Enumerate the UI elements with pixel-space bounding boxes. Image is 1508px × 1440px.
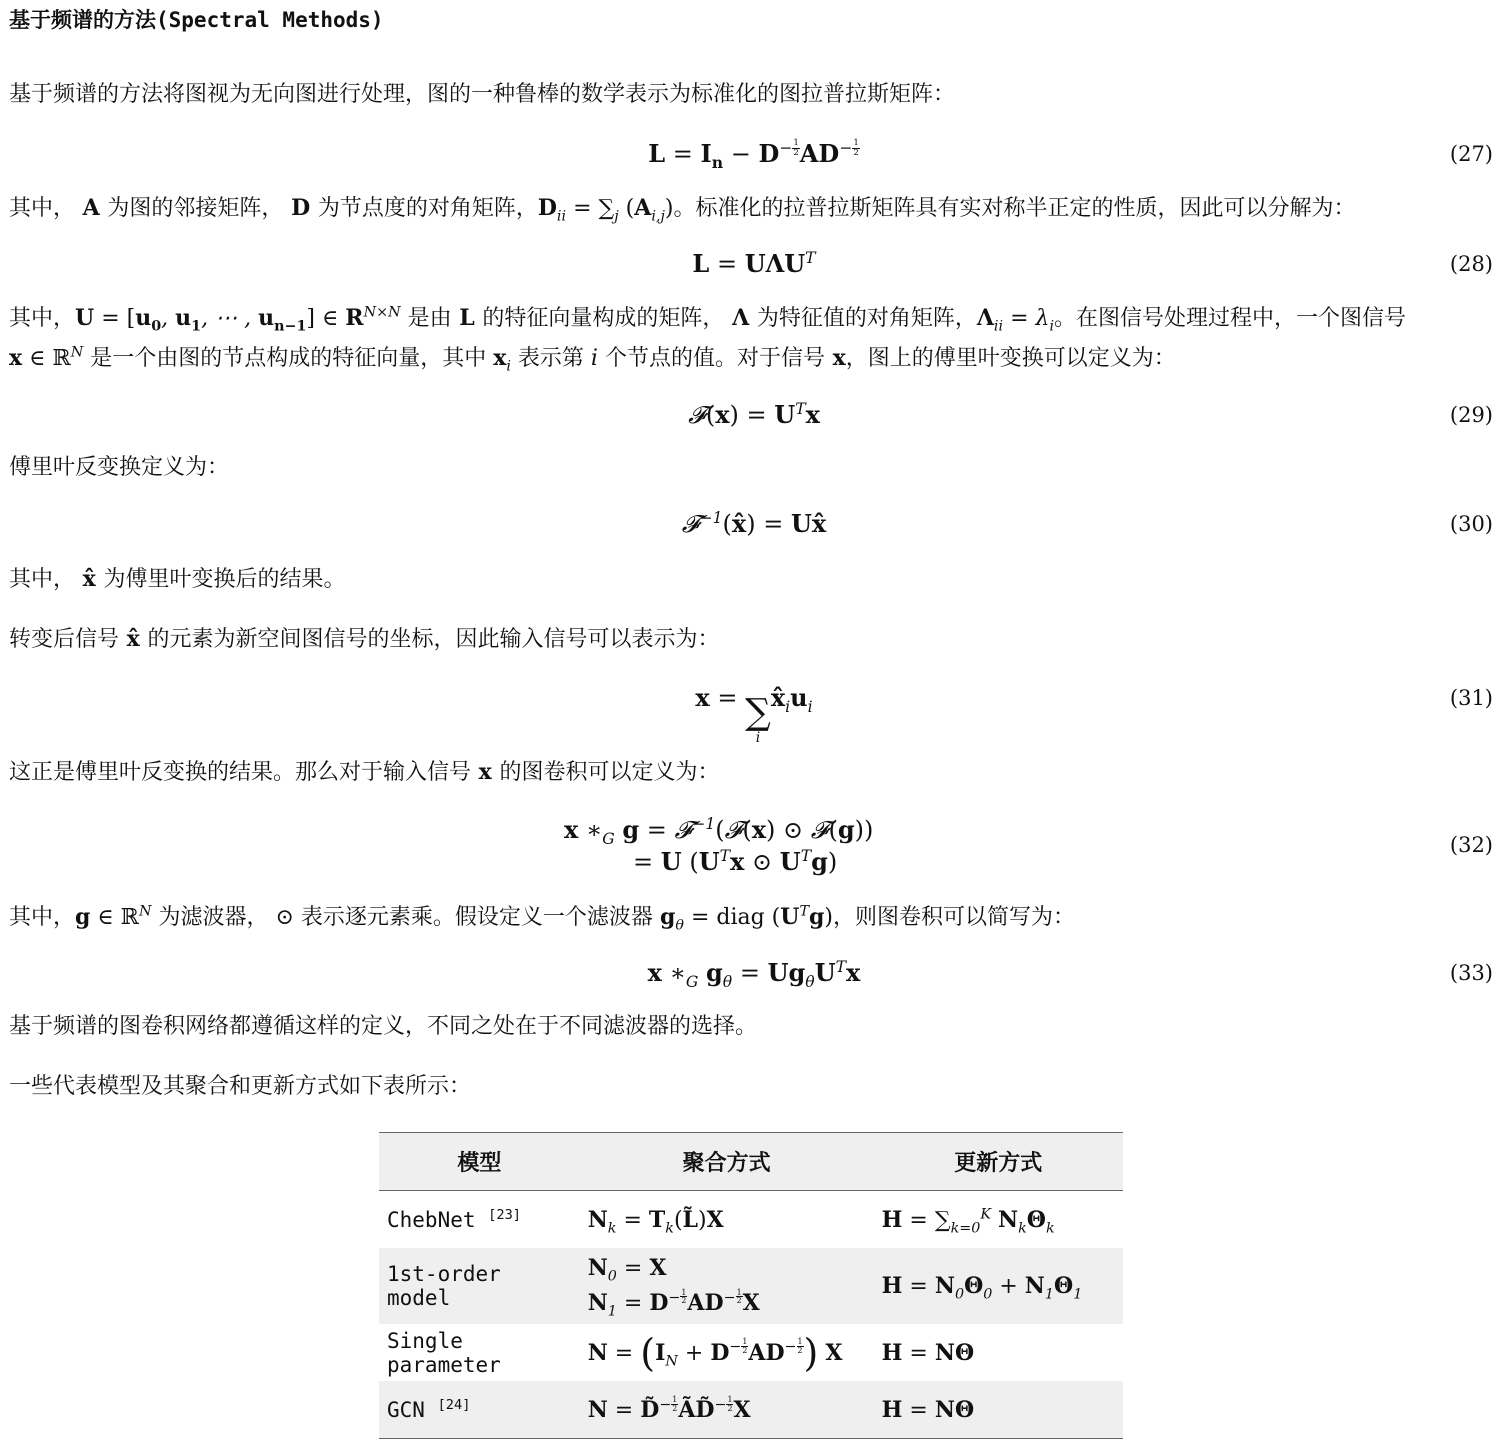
paragraph-transform: 转变后信号 x̂ 的元素为新空间图信号的坐标，因此输入信号可以表示为：	[9, 626, 720, 652]
table-cell-aggregation: $N_k$ = $T_k(L̃)X$	[587, 1206, 724, 1236]
paragraph-convolution: 这正是傅里叶反变换的结果。那么对于输入信号 x 的图卷积可以定义为：	[9, 759, 720, 785]
table-cell-aggregation: $N_0 = X$ $N_1 = D^{- \frac{1}{2}}$ $AD^{- \frac{1}{2}}$ X	[580, 1248, 874, 1324]
table-cell-model: ChebNet [23]	[387, 1206, 522, 1232]
paragraph-table-intro: 一些代表模型及其聚合和更新方式如下表所示：	[9, 1074, 472, 1099]
equation-32-line2: = U ($U^Tx$ ⊙ $U^Tg$)	[633, 847, 838, 876]
citation-link[interactable]: [23]	[488, 1206, 522, 1223]
table-row	[379, 1191, 1123, 1249]
equation-number-32: (32)	[1449, 833, 1493, 857]
equation-30: 𝓕$^{-1}$(x̂) = Ux̂	[681, 509, 827, 538]
equation-number-29: (29)	[1449, 403, 1493, 427]
table-row	[379, 1248, 1123, 1324]
equation-32-line1: x $∗_G$ g = 𝓕$^{-1}$(𝓕(x) ⊙ 𝓕(g))	[564, 815, 874, 848]
citation-link[interactable]: [24]	[437, 1396, 471, 1413]
equation-number-31: (31)	[1449, 686, 1493, 710]
models-table	[379, 1132, 1123, 1439]
table-cell-update: H = NΘ	[881, 1339, 975, 1366]
table-cell-model: GCN [24]	[379, 1381, 580, 1439]
table-header-row	[379, 1133, 1123, 1191]
equation-number-33: (33)	[1449, 961, 1493, 985]
table-row	[379, 1381, 1123, 1439]
table-cell-update: $H = N_0\Theta_0 + N_1\Theta_1$	[874, 1248, 1123, 1324]
paragraph-inverse-def: 傅里叶反变换定义为：	[9, 455, 230, 480]
table-cell-model: 1st-order model	[379, 1248, 580, 1324]
section-heading-en: (Spectral Methods)	[156, 8, 384, 32]
paragraph-eigen-line1: 其中，$U = [u_0$, $u_1$, ⋯ , $u_{n-1}$] ∈ $R^{N\times N}$ 是由 L 的特征向量构成的矩阵， Λ 为特征值的对角矩阵，$\Lambda_{ii} = \lambda_i$。在图信号处理过程中，一个图信号	[9, 304, 1407, 335]
table-header-aggregation: 聚合方式	[580, 1133, 874, 1191]
table-cell-aggregation: N = D̃$^{- \frac{1}{2}}$ ÃD̃$^{- \frac{1}{2}}$ X	[580, 1381, 874, 1439]
equation-33: x $∗_G$ $g_\theta = Ug_\theta U^Tx$	[647, 958, 861, 991]
table-row	[379, 1324, 1123, 1381]
section-heading	[9, 3, 384, 37]
equation-31: x = ∑ i $x̂_iu_i$	[695, 683, 813, 746]
equation-29: 𝓕(x) = $U^Tx$	[688, 400, 820, 429]
table-cell-update: $H = \sum_{k=0}^K$ $N_k\Theta_k$	[881, 1206, 1055, 1236]
table-header-update: 更新方式	[874, 1133, 1123, 1191]
table-cell-aggregation: $N = (I_N + D^{- \frac{1}{2}}$ $AD^{- \frac{1}{2}}$ ) X	[587, 1330, 843, 1375]
equation-number-27: (27)	[1449, 142, 1493, 166]
section-heading-zh: 基于频谱的方法	[9, 8, 156, 32]
equation-number-30: (30)	[1449, 512, 1493, 536]
paragraph-summary: 基于频谱的图卷积网络都遵循这样的定义，不同之处在于不同滤波器的选择。	[9, 1014, 758, 1039]
paragraph-intro: 基于频谱的方法将图视为无向图进行处理，图的一种鲁棒的数学表示为标准化的图拉普拉斯矩阵：	[9, 82, 956, 107]
equation-number-28: (28)	[1449, 252, 1493, 276]
equation-28: $L = U\Lambda U^T$	[692, 249, 816, 278]
paragraph-filter: 其中，g ∈ ℝ$^N$ 为滤波器， ⊙ 表示逐元素乘。假设定义一个滤波器 $g_\theta$ = diag $(U^Tg)$，则图卷积可以简写为：	[9, 903, 1075, 934]
paragraph-eigen-line2: x ∈ ℝ$^N$ 是一个由图的节点构成的特征向量，其中 $x_i$ 表示第 i 个节点的值。对于信号 x，图上的傅里叶变换可以定义为：	[9, 344, 1176, 375]
table-cell-model: Single parameter	[387, 1328, 501, 1377]
paragraph-adjacency: 其中， A 为图的邻接矩阵， D 为节点度的对角矩阵，$D_{ii} = \sum_j$ $(A_{i,j})$。标准化的拉普拉斯矩阵具有实对称半正定的性质，因此可以分解为：	[9, 195, 1356, 225]
paragraph-xhat: 其中， x̂ 为傅里叶变换后的结果。	[9, 566, 346, 592]
equation-27: $L = I_n - D^{- \frac{1}{2}}$ $AD^{- \frac{1}{2}}$	[648, 138, 859, 172]
table-cell-update: H = NΘ	[874, 1381, 1123, 1439]
table-header-model: 模型	[379, 1133, 580, 1191]
